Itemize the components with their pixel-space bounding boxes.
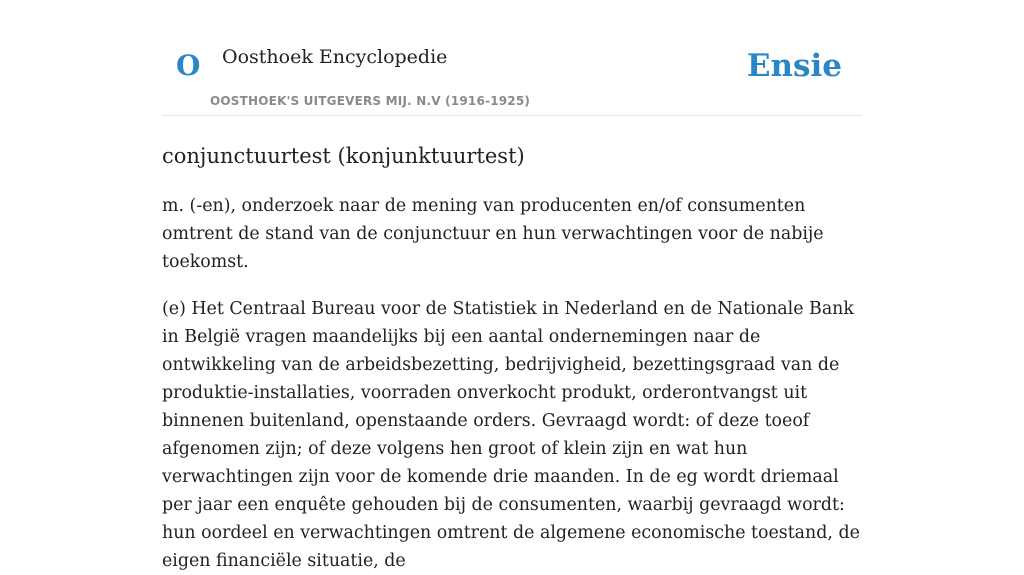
site-title-link[interactable]: Oosthoek Encyclopedie [222,46,448,68]
logo-mark[interactable]: O [176,49,201,82]
page [162,0,862,571]
ensie-logo-link[interactable]: Ensie [746,48,842,84]
entry-title: conjunctuurtest (konjunktuurtest) [162,144,525,168]
entry-paragraph-definition: m. (-en), onderzoek naar de mening van producenten en/of consumenten omtrent de stand van de conjunctuur en hun verwachtingen voor de nabije toekomst. [162,196,824,272]
publisher-label: OOSTHOEK'S UITGEVERS MIJ. N.V (1916-1925) [210,94,531,108]
entry-paragraph-explanation: (e) Het Centraal Bureau voor de Statistiek in Nederland en de Nationale Bank in België vragen maandelijks bij een aantal ondernemingen naar de ontwikkeling van de arbeidsbezetting, bedrijvigheid, bezettingsgraad van de produktie-installaties, voorraden onverkocht produkt, orderontvangst uit binnenen buitenland, openstaande orders. Gevraagd wordt: of deze toeof afgenomen zijn; of deze volgens hen groot of klein zijn en wat hun verwachtingen zijn voor de komende drie maanden. In de eg wordt driemaal per jaar een enquête gehouden bij de consumenten, waarbij gevraagd wordt: hun oordeel en verwachtingen omtrent de algemene economische toestand, de eigen financiële situatie, de [162,299,860,571]
site-header [162,0,862,116]
